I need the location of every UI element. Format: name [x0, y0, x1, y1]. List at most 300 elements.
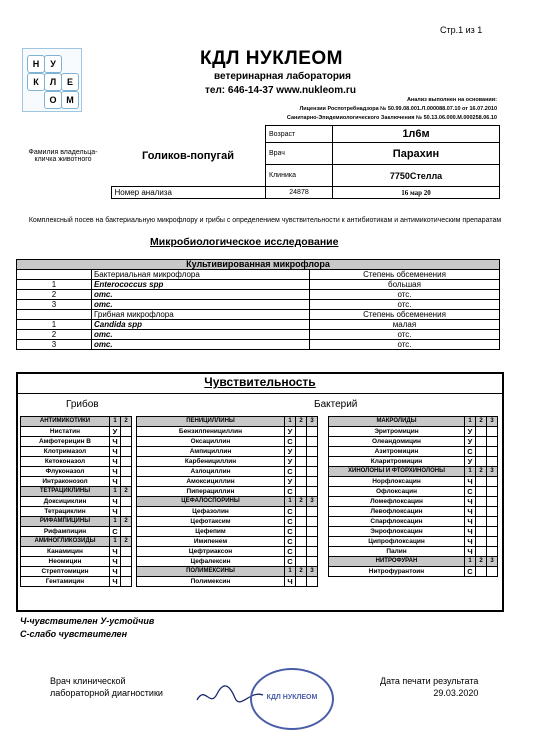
logo-cell: Н — [27, 55, 45, 73]
antibiotic-name: Кларитромицин — [329, 457, 465, 467]
sensitivity-result: Ч — [110, 497, 121, 507]
analysis-date: 16 мар 20 — [333, 187, 500, 199]
logo-cell: О — [44, 91, 62, 109]
table-row — [329, 537, 498, 547]
print-date: 29.03.2020 — [433, 688, 479, 698]
table-row — [21, 467, 132, 477]
sensitivity-title: Чувствительность — [204, 375, 316, 389]
empty-cell — [307, 437, 318, 447]
empty-cell — [307, 557, 318, 567]
clinic-label: Клиника — [266, 165, 333, 187]
table-row — [329, 497, 498, 507]
antibiotic-name: Ломефлоксацин — [329, 497, 465, 507]
empty-cell — [487, 477, 498, 487]
antibiotic-name: Пиперациллин — [137, 487, 285, 497]
empty-cell — [307, 447, 318, 457]
empty-cell — [307, 547, 318, 557]
sensitivity-result: Ч — [465, 507, 476, 517]
group-header-row — [21, 417, 132, 427]
contamination-level: отс. — [310, 300, 500, 310]
sensitivity-result: Ч — [110, 577, 121, 587]
doctor-signature-label — [50, 675, 163, 699]
sensitivity-result: С — [465, 447, 476, 457]
antibiotic-name: Клотримазол — [21, 447, 110, 457]
table-row — [329, 447, 498, 457]
contamination-level: отс. — [310, 290, 500, 300]
column-number: 1 — [465, 467, 476, 477]
empty-cell — [476, 497, 487, 507]
column-number: 3 — [487, 417, 498, 427]
sensitivity-result: У — [285, 447, 296, 457]
age-value: 1л6м — [333, 126, 500, 143]
column-number: 2 — [476, 417, 487, 427]
table-row — [137, 457, 318, 467]
empty-cell — [487, 537, 498, 547]
empty-cell — [296, 457, 307, 467]
row-number: 3 — [17, 300, 92, 310]
empty-cell — [307, 457, 318, 467]
table-row — [17, 280, 500, 290]
column-number: 1 — [110, 417, 121, 427]
empty-cell — [121, 467, 132, 477]
row-number: 1 — [17, 320, 92, 330]
table-row — [329, 567, 498, 577]
group-name: НИТРОФУРАН — [329, 557, 465, 567]
empty-cell — [307, 487, 318, 497]
antibiotic-name: Амоксициллин — [137, 477, 285, 487]
legend-line-2: С-слабо чувствителен — [20, 629, 128, 639]
table-row — [137, 527, 318, 537]
sensitivity-result: Ч — [110, 437, 121, 447]
antibiotic-name: Цефазолин — [137, 507, 285, 517]
empty-cell — [296, 427, 307, 437]
table-row — [17, 340, 500, 350]
lab-subtitle: ветеринарная лаборатория — [214, 71, 351, 82]
row-number: 2 — [17, 290, 92, 300]
group-name: МАКРОЛИДЫ — [329, 417, 465, 427]
antibiotic-name: Канамицин — [21, 547, 110, 557]
organism: отс. — [92, 290, 310, 300]
antibiotic-name: Азлоциллин — [137, 467, 285, 477]
sensitivity-result: Ч — [465, 527, 476, 537]
fungi-header: Грибов — [66, 399, 99, 410]
column-number: 1 — [110, 537, 121, 547]
sensitivity-result: У — [285, 457, 296, 467]
column-number: 1 — [110, 487, 121, 497]
column-number: 3 — [307, 497, 318, 507]
sensitivity-result: У — [285, 477, 296, 487]
empty-cell — [296, 467, 307, 477]
table-row — [329, 487, 498, 497]
group-header-row — [137, 497, 318, 507]
empty-cell — [121, 477, 132, 487]
sensitivity-result: С — [285, 487, 296, 497]
lab-contacts: тел: 646-14-37 www.nukleom.ru — [205, 85, 356, 96]
empty-cell — [476, 547, 487, 557]
column-number: 2 — [121, 537, 132, 547]
organism: отс. — [92, 330, 310, 340]
sensitivity-result: У — [465, 427, 476, 437]
column-number: 3 — [307, 417, 318, 427]
table-row — [21, 447, 132, 457]
lab-logo — [22, 48, 82, 112]
empty-cell — [296, 487, 307, 497]
sensitivity-panel — [16, 372, 504, 612]
analysis-value: 24878 — [266, 187, 333, 199]
sensitivity-result: Ч — [110, 507, 121, 517]
doctor-title-line2: лабораторной диагностики — [50, 688, 163, 698]
organism: отс. — [92, 340, 310, 350]
logo-cell: К — [27, 73, 45, 91]
antibiotic-name: Энрофлоксацин — [329, 527, 465, 537]
sensitivity-result: С — [285, 437, 296, 447]
antibiotic-name: Оксациллин — [137, 437, 285, 447]
antibiotic-name: Нитрофурантоин — [329, 567, 465, 577]
table-row — [21, 437, 132, 447]
sensitivity-result: Ч — [465, 547, 476, 557]
empty-cell — [121, 577, 132, 587]
table-row — [21, 547, 132, 557]
culture-table — [16, 259, 500, 350]
empty-cell — [487, 437, 498, 447]
level-header: Степень обсеменения — [310, 310, 500, 320]
empty-cell — [121, 427, 132, 437]
sensitivity-result: У — [110, 427, 121, 437]
antibiotic-name: Цефтриаксон — [137, 547, 285, 557]
antibiotic-name: Тетрациклин — [21, 507, 110, 517]
table-row — [21, 477, 132, 487]
license-line: Лицензии Роспотребнадзора № 50.99.08.001.Л.000088.07.10 от 16.07.2010 — [299, 106, 497, 112]
table-row — [137, 517, 318, 527]
table-row — [137, 487, 318, 497]
empty-cell — [476, 477, 487, 487]
organism: отс. — [92, 300, 310, 310]
empty-cell — [296, 507, 307, 517]
patient-table — [15, 125, 500, 199]
empty-cell — [307, 537, 318, 547]
sensitivity-result: С — [285, 517, 296, 527]
group-name: АМИНОГЛИКОЗИДЫ — [21, 537, 110, 547]
empty-cell — [296, 477, 307, 487]
group-header-row — [137, 567, 318, 577]
culture-title: Культивированная микрофлора — [17, 260, 500, 270]
column-number: 3 — [487, 467, 498, 477]
empty-cell — [296, 527, 307, 537]
doctor-value: Парахин — [333, 143, 500, 165]
antibiotic-name: Ампициллин — [137, 447, 285, 457]
bacterial-header: Бактериальная микрофлора — [92, 270, 310, 280]
group-name: ХИНОЛОНЫ И ФТОРХИНОЛОНЫ — [329, 467, 465, 477]
sensitivity-result: С — [285, 547, 296, 557]
owner-value: Голиков-попугай — [111, 126, 266, 187]
column-number: 1 — [110, 517, 121, 527]
empty-cell — [121, 457, 132, 467]
row-number: 3 — [17, 340, 92, 350]
table-row — [137, 477, 318, 487]
column-number: 3 — [307, 567, 318, 577]
empty-cell — [476, 427, 487, 437]
sensitivity-result: Ч — [465, 537, 476, 547]
logo-cell: Е — [61, 73, 79, 91]
table-row — [137, 447, 318, 457]
antibiotic-name: Спарфлоксацин — [329, 517, 465, 527]
empty-cell — [296, 517, 307, 527]
empty-cell — [476, 487, 487, 497]
group-name: ТЕТРАЦИКЛИНЫ — [21, 487, 110, 497]
table-row — [329, 457, 498, 467]
antibiotic-name: Имипенем — [137, 537, 285, 547]
table-row — [329, 437, 498, 447]
empty-cell — [487, 507, 498, 517]
table-row — [329, 427, 498, 437]
logo-cell: Л — [44, 73, 62, 91]
column-number: 1 — [285, 417, 296, 427]
antibiotic-name: Неомицин — [21, 557, 110, 567]
group-header-row — [329, 557, 498, 567]
sensitivity-result: Ч — [285, 577, 296, 587]
table-row — [17, 320, 500, 330]
sensitivity-result: Ч — [465, 517, 476, 527]
empty-cell — [121, 527, 132, 537]
empty-cell — [307, 507, 318, 517]
age-label: Возраст — [266, 126, 333, 143]
row-number: 1 — [17, 280, 92, 290]
table-row — [137, 537, 318, 547]
empty-cell — [487, 447, 498, 457]
group-name: РИФАМПИЦИНЫ — [21, 517, 110, 527]
table-row — [329, 477, 498, 487]
antibiotic-name: Полимексин — [137, 577, 285, 587]
sensitivity-result: Ч — [465, 477, 476, 487]
empty-cell — [307, 427, 318, 437]
column-number: 1 — [465, 417, 476, 427]
empty-cell — [296, 537, 307, 547]
sensitivity-result: С — [285, 507, 296, 517]
contamination-level: большая — [310, 280, 500, 290]
logo-cell: М — [61, 91, 79, 109]
empty-cell — [121, 507, 132, 517]
column-number: 2 — [296, 497, 307, 507]
row-number: 2 — [17, 330, 92, 340]
antibiotic-name: Гентамицин — [21, 577, 110, 587]
empty-cell — [487, 517, 498, 527]
antibiotic-name: Интраконозол — [21, 477, 110, 487]
sensitivity-result: С — [110, 527, 121, 537]
sensitivity-result: Ч — [110, 567, 121, 577]
column-number: 2 — [121, 417, 132, 427]
empty-cell — [296, 547, 307, 557]
license-intro: Анализ выполнен на основании: — [406, 97, 497, 103]
sensitivity-result: С — [285, 557, 296, 567]
empty-cell — [476, 517, 487, 527]
legend-line-1: Ч-чувствителен У-устойчив — [20, 616, 155, 626]
table-row — [21, 567, 132, 577]
column-number: 1 — [285, 497, 296, 507]
logo-cell: У — [44, 55, 62, 73]
bacteria-header: Бактерий — [314, 399, 358, 410]
column-number: 2 — [476, 467, 487, 477]
sensitivity-result: Ч — [110, 557, 121, 567]
antibiotic-table-col2 — [136, 416, 318, 587]
empty-cell — [487, 487, 498, 497]
empty-cell — [296, 557, 307, 567]
organism: Candida spp — [92, 320, 310, 330]
empty-cell — [487, 547, 498, 557]
antibiotic-name: Ципрофлоксацин — [329, 537, 465, 547]
sensitivity-result: Ч — [110, 547, 121, 557]
group-header-row — [21, 517, 132, 527]
antibiotic-table-col3 — [328, 416, 498, 577]
column-number: 2 — [121, 487, 132, 497]
empty-cell — [487, 527, 498, 537]
organism: Enterococcus spp — [92, 280, 310, 290]
table-row — [21, 457, 132, 467]
group-header-row — [21, 537, 132, 547]
sanitary-line: Санитарно-Эпидемиологического Заключения № 50.13.06.000.М.000258.06.10 — [286, 115, 497, 121]
table-row — [329, 517, 498, 527]
antibiotic-name: Офлоксацин — [329, 487, 465, 497]
empty-cell — [121, 557, 132, 567]
sensitivity-result: Ч — [465, 497, 476, 507]
stamp-text: КДЛ НУКЛЕОМ — [266, 694, 318, 701]
column-number: 2 — [476, 557, 487, 567]
empty-cell — [307, 517, 318, 527]
antibiotic-name: Карбенициллин — [137, 457, 285, 467]
lab-name: КДЛ НУКЛЕОМ — [200, 48, 343, 69]
empty-cell — [121, 567, 132, 577]
antibiotic-name: Олеандомицин — [329, 437, 465, 447]
empty-cell — [296, 577, 307, 587]
empty-cell — [487, 567, 498, 577]
analysis-label: Номер анализа — [111, 187, 266, 199]
sensitivity-result: С — [285, 537, 296, 547]
table-row — [329, 527, 498, 537]
column-number: 1 — [465, 557, 476, 567]
table-row — [21, 507, 132, 517]
table-row — [17, 300, 500, 310]
group-header-row — [329, 467, 498, 477]
empty-cell — [121, 447, 132, 457]
empty-cell — [476, 437, 487, 447]
empty-cell — [307, 477, 318, 487]
antibiotic-table-col1 — [20, 416, 132, 587]
empty-cell — [476, 527, 487, 537]
empty-cell — [307, 527, 318, 537]
antibiotic-name: Азитромицин — [329, 447, 465, 457]
page-number: Стр.1 из 1 — [440, 25, 483, 35]
group-name: ПЕНИЦИЛЛИНЫ — [137, 417, 285, 427]
column-number: 2 — [121, 517, 132, 527]
antibiotic-name: Эритромицин — [329, 427, 465, 437]
contamination-level: отс. — [310, 340, 500, 350]
group-name: ЦЕФАЛОСПОРИНЫ — [137, 497, 285, 507]
doctor-label: Врач — [266, 143, 333, 165]
empty-cell — [121, 437, 132, 447]
table-row — [21, 527, 132, 537]
sensitivity-result: Ч — [110, 467, 121, 477]
level-header: Степень обсеменения — [310, 270, 500, 280]
antibiotic-name: Доксициклин — [21, 497, 110, 507]
column-number: 2 — [296, 567, 307, 577]
clinic-value: 7750Стелла — [333, 165, 500, 187]
empty-cell — [487, 497, 498, 507]
empty-cell — [476, 507, 487, 517]
table-row — [137, 557, 318, 567]
lab-stamp — [250, 668, 334, 730]
antibiotic-name: Норфлоксацин — [329, 477, 465, 487]
print-date-block — [380, 675, 478, 699]
sensitivity-result: С — [285, 467, 296, 477]
column-number: 2 — [296, 417, 307, 427]
group-header-row — [137, 417, 318, 427]
antibiotic-name: Цефотаксим — [137, 517, 285, 527]
antibiotic-name: Нистатин — [21, 427, 110, 437]
empty-cell — [487, 457, 498, 467]
table-row — [137, 467, 318, 477]
empty-cell — [121, 547, 132, 557]
group-name: АНТИМИКОТИКИ — [21, 417, 110, 427]
empty-cell — [121, 497, 132, 507]
group-header-row — [329, 417, 498, 427]
antibiotic-name: Бензилпенициллин — [137, 427, 285, 437]
table-row — [329, 507, 498, 517]
sensitivity-result: С — [465, 487, 476, 497]
antibiotic-name: Кетоконазол — [21, 457, 110, 467]
empty-cell — [296, 447, 307, 457]
antibiotic-name: Палин — [329, 547, 465, 557]
table-row — [329, 547, 498, 557]
sensitivity-result: У — [465, 457, 476, 467]
antibiotic-name: Стрептомицин — [21, 567, 110, 577]
antibiotic-name: Левофлоксацин — [329, 507, 465, 517]
sensitivity-result: С — [285, 527, 296, 537]
sensitivity-result: Ч — [110, 447, 121, 457]
sensitivity-result: У — [465, 437, 476, 447]
sensitivity-result: У — [285, 427, 296, 437]
empty-cell — [307, 577, 318, 587]
section-title: Микробиологическое исследование — [150, 236, 339, 248]
empty-cell — [296, 437, 307, 447]
empty-cell — [476, 567, 487, 577]
column-number: 3 — [487, 557, 498, 567]
empty-cell — [476, 457, 487, 467]
group-name: ПОЛИМЕКСИНЫ — [137, 567, 285, 577]
table-row — [137, 547, 318, 557]
column-number: 1 — [285, 567, 296, 577]
table-row — [21, 427, 132, 437]
sensitivity-result: С — [465, 567, 476, 577]
empty-cell — [476, 537, 487, 547]
table-row — [21, 577, 132, 587]
table-row — [137, 437, 318, 447]
table-row — [21, 557, 132, 567]
empty-cell — [487, 427, 498, 437]
analysis-description: Комплексный посев на бактериальную микрофлору и грибы с определением чувствительности к антибиотикам и антимикотическим препаратам — [28, 217, 502, 224]
sensitivity-result: Ч — [110, 477, 121, 487]
antibiotic-name: Цефепим — [137, 527, 285, 537]
contamination-level: малая — [310, 320, 500, 330]
fungal-header: Грибная микрофлора — [92, 310, 310, 320]
sensitivity-result: Ч — [110, 457, 121, 467]
table-row — [137, 507, 318, 517]
table-row — [21, 497, 132, 507]
table-row — [17, 290, 500, 300]
antibiotic-name: Рифампицин — [21, 527, 110, 537]
contamination-level: отс. — [310, 330, 500, 340]
antibiotic-name: Флуконазол — [21, 467, 110, 477]
owner-label: Фамилия владельца-кличка животного — [28, 149, 98, 163]
table-row — [137, 427, 318, 437]
